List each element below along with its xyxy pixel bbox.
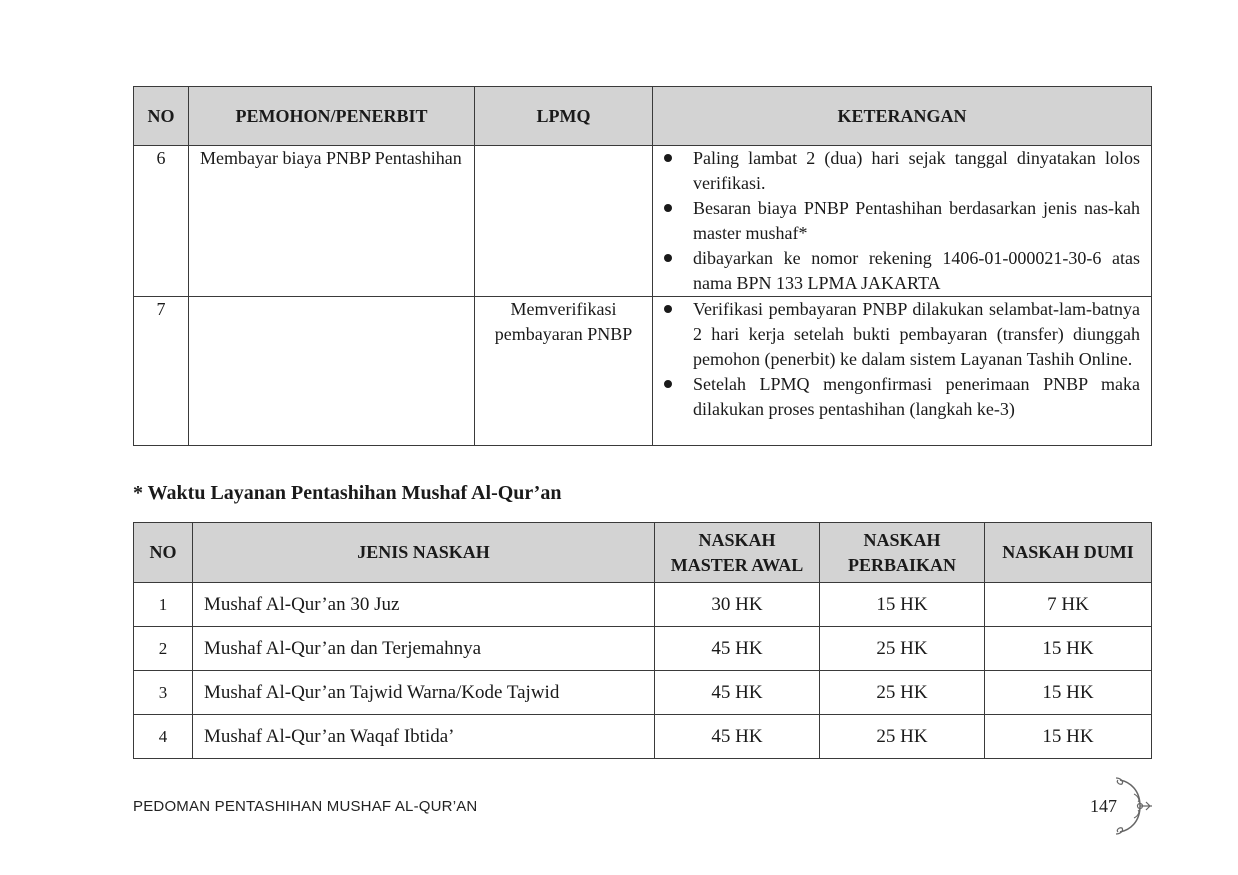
perbaikan-cell: 25 HK — [820, 671, 985, 715]
row-number: 7 — [134, 297, 189, 446]
header-keterangan: KETERANGAN — [653, 87, 1152, 146]
jenis-naskah-cell: Mushaf Al-Qur’an Waqaf Ibtida’ — [193, 715, 655, 759]
keterangan-cell — [653, 297, 1152, 446]
page-number: 147 — [1090, 796, 1117, 816]
jenis-naskah-cell: Mushaf Al-Qur’an Tajwid Warna/Kode Tajwid — [193, 671, 655, 715]
dumi-cell: 15 HK — [985, 715, 1152, 759]
list-item — [653, 196, 1140, 246]
table-row — [134, 146, 1152, 297]
bullet-icon — [664, 254, 672, 262]
keterangan-list — [653, 297, 1140, 422]
perbaikan-cell: 25 HK — [820, 715, 985, 759]
bullet-icon — [664, 305, 672, 313]
table-row — [134, 583, 1152, 627]
table-row — [134, 627, 1152, 671]
row-number: 4 — [134, 715, 193, 759]
header-naskah-dumi: NASKAH DUMI — [985, 523, 1152, 583]
bullet-icon — [664, 380, 672, 388]
section-heading: * Waktu Layanan Pentashihan Mushaf Al-Qur’an — [133, 482, 562, 504]
header-no: NO — [134, 87, 189, 146]
master-awal-cell: 45 HK — [655, 627, 820, 671]
header-no: NO — [134, 523, 193, 583]
table-row — [134, 715, 1152, 759]
lpmq-cell: Memverifikasi pembayaran PNBP — [475, 297, 653, 446]
perbaikan-cell: 25 HK — [820, 627, 985, 671]
jenis-naskah-cell: Mushaf Al-Qur’an 30 Juz — [193, 583, 655, 627]
header-lpmq: LPMQ — [475, 87, 653, 146]
list-item-text: Verifikasi pembayaran PNBP dilakukan selambat-lam-batnya 2 hari kerja setelah bukti pembayaran (transfer) diunggah pemohon (penerbit) ke dalam sistem Layanan Tashih Online. — [693, 299, 1140, 369]
header-line: MASTER AWAL — [670, 554, 804, 575]
list-item — [653, 297, 1140, 372]
header-line: PERBAIKAN — [847, 554, 956, 575]
table-row — [134, 297, 1152, 446]
list-item-text: dibayarkan ke nomor rekening 1406-01-000021-30-6 atas nama BPN 133 LPMA JAKARTA — [693, 248, 1140, 293]
table-row — [134, 671, 1152, 715]
master-awal-cell: 45 HK — [655, 715, 820, 759]
service-time-table — [133, 522, 1152, 759]
dumi-cell: 7 HK — [985, 583, 1152, 627]
header-jenis-naskah: JENIS NASKAH — [193, 523, 655, 583]
list-item-text: Paling lambat 2 (dua) hari sejak tanggal dinyatakan lolos verifikasi. — [693, 148, 1140, 193]
bullet-icon — [664, 154, 672, 162]
keterangan-cell — [653, 146, 1152, 297]
master-awal-cell: 45 HK — [655, 671, 820, 715]
lpmq-cell — [475, 146, 653, 297]
header-pemohon: PEMOHON/PENERBIT — [189, 87, 475, 146]
list-item-text: Besaran biaya PNBP Pentashihan berdasarkan jenis nas-kah master mushaf* — [693, 198, 1140, 243]
header-line: NASKAH — [863, 529, 941, 550]
footer-book-title: PEDOMAN PENTASHIHAN MUSHAF AL-QUR’AN — [133, 798, 478, 815]
dumi-cell: 15 HK — [985, 627, 1152, 671]
dumi-cell: 15 HK — [985, 671, 1152, 715]
bullet-icon — [664, 204, 672, 212]
header-line: NASKAH — [698, 529, 776, 550]
procedure-table-header — [134, 87, 1152, 146]
pemohon-cell — [189, 297, 475, 446]
pemohon-cell: Membayar biaya PNBP Pentashihan — [189, 146, 475, 297]
list-item — [653, 146, 1140, 196]
header-naskah-master-awal — [655, 523, 820, 583]
perbaikan-cell: 15 HK — [820, 583, 985, 627]
list-item — [653, 246, 1140, 296]
row-number: 6 — [134, 146, 189, 297]
row-number: 3 — [134, 671, 193, 715]
service-time-table-header — [134, 523, 1152, 583]
list-item-text: Setelah LPMQ mengonfirmasi penerimaan PNBP maka dilakukan proses pentashihan (langkah ke-3) — [693, 374, 1140, 419]
header-naskah-perbaikan — [820, 523, 985, 583]
row-number: 1 — [134, 583, 193, 627]
keterangan-list — [653, 146, 1140, 296]
list-item — [653, 372, 1140, 422]
jenis-naskah-cell: Mushaf Al-Qur’an dan Terjemahnya — [193, 627, 655, 671]
row-number: 2 — [134, 627, 193, 671]
procedure-table — [133, 86, 1152, 446]
master-awal-cell: 30 HK — [655, 583, 820, 627]
